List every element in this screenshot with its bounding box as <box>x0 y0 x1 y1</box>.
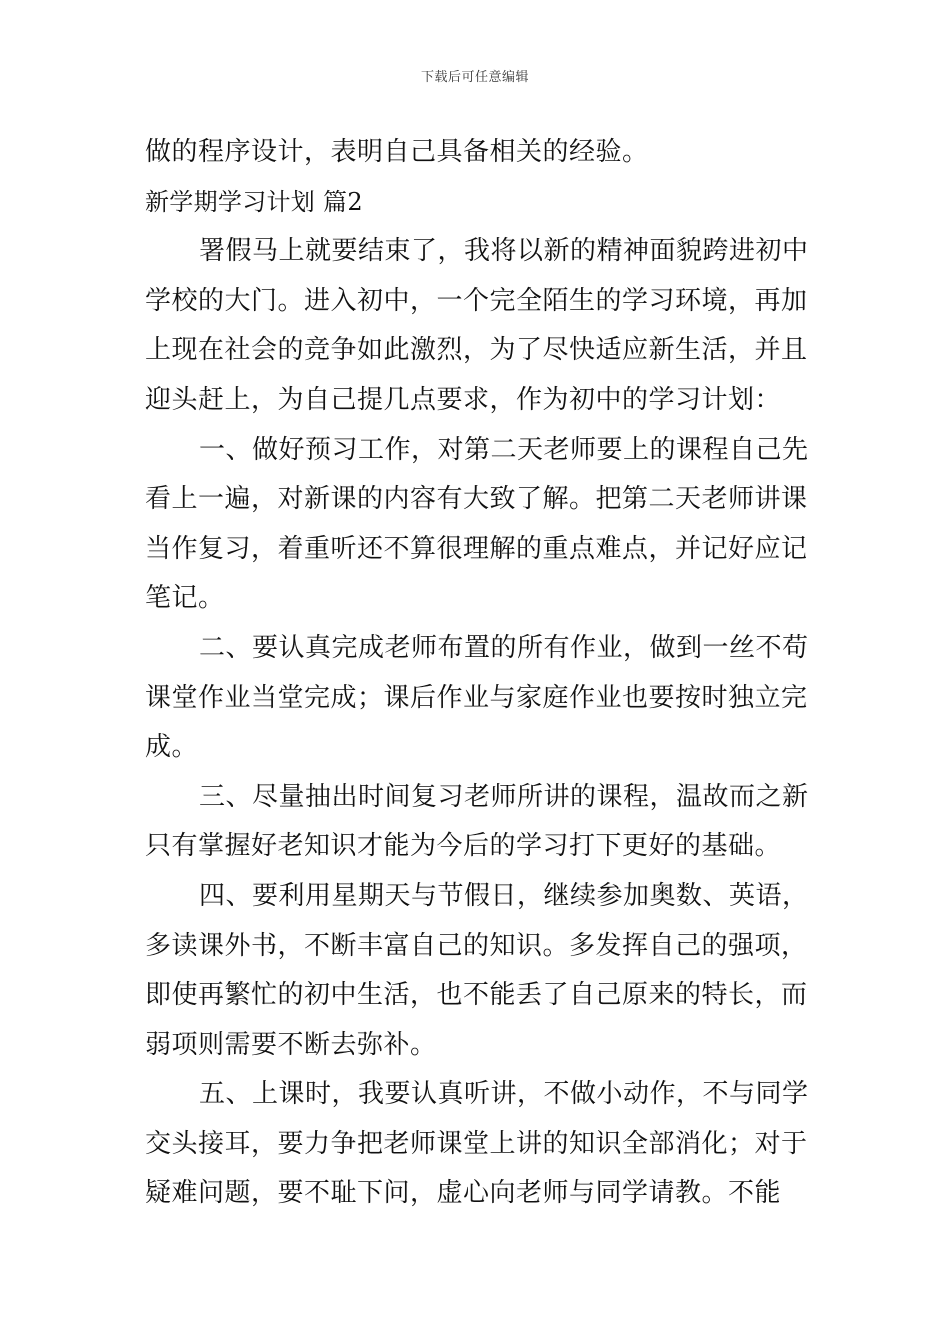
text-line: 交头接耳，要力争把老师课堂上讲的知识全部消化；对于 <box>145 1128 808 1159</box>
text-line: 看上一遍，对新课的内容有大致了解。把第二天老师讲课 <box>145 484 808 515</box>
text-line: 课堂作业当堂完成；课后作业与家庭作业也要按时独立完 <box>145 682 808 713</box>
text-line: 即使再繁忙的初中生活，也不能丢了自己原来的特长，而 <box>145 980 808 1011</box>
header-note: 下载后可任意编辑 <box>420 70 529 85</box>
section-title: 新学期学习计划 篇2 <box>145 187 363 216</box>
document-body <box>145 128 807 1219</box>
text-line: 二、要认真完成老师布置的所有作业，做到一丝不苟 <box>199 632 809 663</box>
text-line: 多读课外书，不断丰富自己的知识。多发挥自己的强项， <box>145 930 808 961</box>
text-line: 疑难问题，要不耻下问，虚心向老师与同学请教。不能 <box>145 1178 782 1209</box>
text-line: 弱项则需要不断去弥补。 <box>145 1029 437 1060</box>
text-line: 上现在社会的竞争如此激烈，为了尽快适应新生活，并且 <box>145 335 808 366</box>
text-line: 署假马上就要结束了，我将以新的精神面貌跨进初中 <box>199 236 809 267</box>
text-line: 做的程序设计，表明自己具备相关的经验。 <box>145 137 649 167</box>
text-line: 四、要利用星期天与节假日，继续参加奥数、英语， <box>199 880 809 911</box>
text-line: 成。 <box>145 732 199 763</box>
text-line: 只有掌握好老知识才能为今后的学习打下更好的基础。 <box>145 831 782 862</box>
text-line: 一、做好预习工作，对第二天老师要上的课程自己先 <box>199 434 809 465</box>
text-line: 迎头赶上，为自己提几点要求，作为初中的学习计划： <box>145 384 782 415</box>
text-line: 五、上课时，我要认真听讲，不做小动作，不与同学 <box>199 1079 809 1110</box>
text-line: 当作复习，着重听还不算很理解的重点难点，并记好应记 <box>145 533 808 564</box>
text-line: 笔记。 <box>145 583 225 614</box>
text-line: 学校的大门。进入初中，一个完全陌生的学习环境，再加 <box>145 285 808 316</box>
text-line: 三、尽量抽出时间复习老师所讲的课程，温故而之新 <box>199 781 809 812</box>
